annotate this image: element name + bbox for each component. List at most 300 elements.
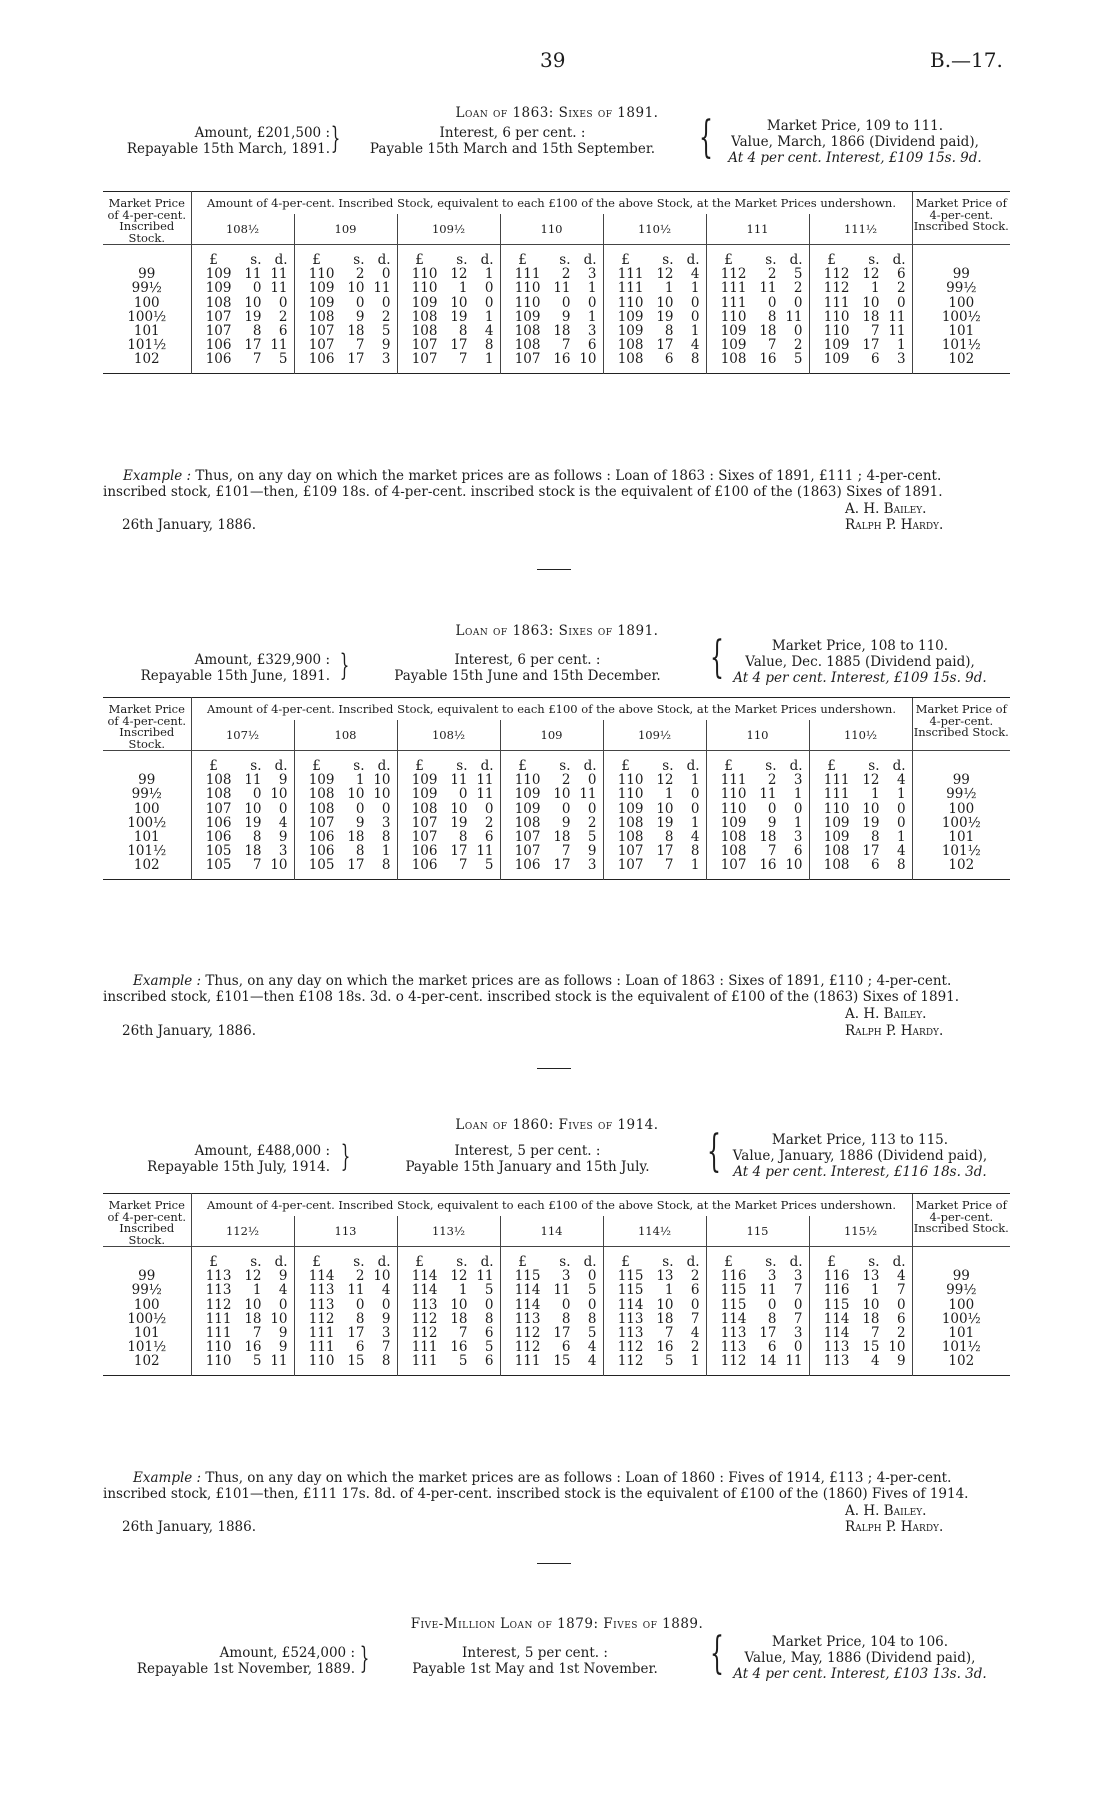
shillings: 18 [759, 322, 777, 339]
pence: 0 [484, 294, 494, 311]
lsd-value [810, 352, 912, 366]
pence: 0 [587, 1296, 597, 1313]
pence: 8 [587, 1310, 597, 1327]
pounds: 109 [308, 280, 335, 297]
interest-text: Interest, 5 per cent. : [462, 1645, 608, 1661]
lsd-value [501, 1283, 603, 1297]
pounds: 105 [308, 857, 335, 874]
lsd-value [398, 338, 500, 352]
pence: 0 [587, 294, 597, 311]
pence: 4 [690, 337, 700, 354]
lsd-header-spacer [913, 759, 1011, 773]
stock-price-column [103, 245, 191, 374]
pounds: 108 [617, 828, 644, 845]
shillings: 0 [252, 786, 262, 803]
lsd-value [192, 281, 294, 295]
shillings: 6 [355, 1339, 365, 1356]
interest-block [380, 1645, 690, 1677]
example-paragraph [103, 1471, 1008, 1502]
pounds: 109 [514, 786, 541, 803]
pence: 3 [793, 1324, 803, 1341]
side-header-left: Market Price of 4-per-cent. Inscribed Stock. [103, 192, 191, 245]
market-block [712, 1132, 1008, 1180]
pounds: 105 [205, 843, 232, 860]
lsd-value [295, 1312, 397, 1326]
lsd-value [295, 773, 397, 787]
pence: 4 [484, 322, 494, 339]
value-column [603, 1247, 706, 1376]
pence: 10 [373, 786, 391, 803]
shillings: 16 [656, 1339, 674, 1356]
pounds: 111 [823, 772, 850, 789]
lsd-value [398, 1326, 500, 1340]
shillings: 1 [870, 280, 880, 297]
shillings: 18 [244, 843, 262, 860]
shillings: 10 [450, 294, 468, 311]
signer-1 [845, 1006, 926, 1022]
pounds: 113 [308, 1282, 335, 1299]
pounds: 114 [823, 1324, 850, 1341]
pence: 1 [690, 772, 700, 789]
shillings: 10 [862, 800, 880, 817]
pence: 0 [690, 308, 700, 325]
lsd-value [501, 830, 603, 844]
lsd-value [295, 844, 397, 858]
lsd-header [707, 1255, 809, 1269]
pounds: 107 [617, 857, 644, 874]
shillings: 17 [450, 843, 468, 860]
lsd-value [707, 324, 809, 338]
lsd-value [604, 324, 706, 338]
shillings: 17 [656, 843, 674, 860]
pence: 3 [381, 814, 391, 831]
shillings: 17 [244, 337, 262, 354]
lsd-header-unit: d. [686, 252, 700, 268]
lsd-header-unit: £ [827, 1254, 836, 1270]
shillings: 16 [450, 1339, 468, 1356]
lsd-header-unit: d. [480, 1254, 494, 1270]
shillings: 17 [347, 857, 365, 874]
pounds: 106 [308, 828, 335, 845]
lsd-value [398, 281, 500, 295]
payable-text: Payable 15th March and 15th September. [369, 141, 656, 157]
stock-price-value: 99 [952, 772, 970, 789]
pounds: 110 [823, 800, 850, 817]
lsd-header-unit: £ [209, 758, 218, 774]
lsd-value [501, 787, 603, 801]
pence: 6 [484, 1324, 494, 1341]
lsd-value [295, 816, 397, 830]
pence: 5 [587, 1282, 597, 1299]
pence: 0 [381, 1296, 391, 1313]
pence: 11 [270, 266, 288, 283]
lsd-value [707, 1298, 809, 1312]
shillings: 18 [450, 1310, 468, 1327]
shillings: 9 [561, 814, 571, 831]
stock-price-value: 100 [948, 1296, 975, 1313]
lsd-value [501, 1312, 603, 1326]
shillings: 11 [244, 266, 262, 283]
pence: 0 [793, 294, 803, 311]
shillings: 3 [767, 1268, 777, 1285]
pounds: 111 [411, 1353, 438, 1370]
shillings: 8 [767, 308, 777, 325]
lsd-header [810, 253, 912, 267]
pence: 2 [278, 308, 288, 325]
pounds: 108 [617, 337, 644, 354]
shillings: 7 [767, 843, 777, 860]
pounds: 110 [720, 800, 747, 817]
shillings: 17 [347, 351, 365, 368]
pence: 9 [278, 1339, 288, 1356]
stock-price-column [103, 751, 191, 880]
shillings: 19 [656, 814, 674, 831]
pounds: 110 [308, 1353, 335, 1370]
lsd-header-unit: d. [686, 758, 700, 774]
shillings: 10 [656, 294, 674, 311]
lsd-header-unit: £ [518, 1254, 527, 1270]
interest-block [365, 1143, 690, 1175]
lsd-value [398, 1298, 500, 1312]
lsd-header-unit: s. [250, 758, 262, 774]
pence: 0 [587, 800, 597, 817]
market-block [715, 638, 1005, 686]
pence: 1 [896, 828, 906, 845]
shillings: 7 [458, 351, 468, 368]
pounds: 109 [514, 800, 541, 817]
lsd-value [604, 830, 706, 844]
lsd-header [192, 1255, 294, 1269]
shillings: 5 [458, 1353, 468, 1370]
lsd-value [604, 267, 706, 281]
shillings: 9 [561, 308, 571, 325]
pence: 0 [793, 1339, 803, 1356]
pounds: 108 [411, 308, 438, 325]
lsd-header-unit: d. [274, 758, 288, 774]
pence: 10 [785, 857, 803, 874]
pence: 1 [793, 786, 803, 803]
pounds: 107 [720, 857, 747, 874]
shillings: 7 [561, 843, 571, 860]
price-header: 112½ [191, 1216, 294, 1247]
shillings: 0 [458, 786, 468, 803]
pence: 11 [373, 280, 391, 297]
stock-price-value: 101½ [127, 337, 167, 354]
lsd-value [192, 1312, 294, 1326]
lsd-value [810, 1298, 912, 1312]
shillings: 0 [767, 294, 777, 311]
shillings: 16 [244, 1339, 262, 1356]
pence: 11 [785, 1353, 803, 1370]
shillings: 10 [656, 800, 674, 817]
shillings: 17 [553, 1324, 571, 1341]
price-header: 109 [294, 214, 397, 245]
shillings: 0 [355, 1296, 365, 1313]
section-title: Loan of 1860: Fives of 1914. [455, 1117, 659, 1133]
signer-2-name: Ralph P. Hardy. [845, 1023, 944, 1039]
lsd-value [295, 324, 397, 338]
page-number: 39 [540, 48, 566, 72]
pounds: 106 [308, 843, 335, 860]
shillings: 8 [355, 843, 365, 860]
pence: 0 [690, 800, 700, 817]
pounds: 113 [205, 1268, 232, 1285]
shillings: 6 [561, 1339, 571, 1356]
shillings: 10 [656, 1296, 674, 1313]
lsd-header-unit: £ [621, 758, 630, 774]
lsd-value [192, 1326, 294, 1340]
date-text: 26th January, 1886. [122, 1519, 257, 1535]
pounds: 107 [205, 800, 232, 817]
shillings: 2 [767, 772, 777, 789]
pounds: 108 [720, 843, 747, 860]
stock-price-column [103, 1247, 191, 1376]
lsd-value [398, 296, 500, 310]
pounds: 109 [720, 814, 747, 831]
shillings: 5 [252, 1353, 262, 1370]
lsd-value [501, 1326, 603, 1340]
pence: 9 [896, 1353, 906, 1370]
shillings: 8 [458, 322, 468, 339]
pounds: 109 [411, 772, 438, 789]
pence: 0 [793, 322, 803, 339]
pounds: 110 [617, 294, 644, 311]
interest-text: Interest, 6 per cent. : [439, 125, 586, 141]
lsd-header-unit: d. [892, 252, 906, 268]
shillings: 11 [553, 1282, 571, 1299]
shillings: 2 [767, 266, 777, 283]
pounds: 110 [823, 322, 850, 339]
price-header: 110½ [809, 720, 912, 751]
pence: 11 [270, 337, 288, 354]
stock-price-column [912, 751, 1010, 880]
value-column [500, 1247, 603, 1376]
pence: 0 [278, 1296, 288, 1313]
shillings: 17 [862, 843, 880, 860]
shillings: 8 [252, 322, 262, 339]
pounds: 106 [205, 828, 232, 845]
lsd-header-unit: £ [724, 758, 733, 774]
pence: 0 [896, 814, 906, 831]
lsd-value [707, 1340, 809, 1354]
lsd-value [604, 281, 706, 295]
lsd-header-unit: d. [480, 252, 494, 268]
brace: } [330, 121, 341, 156]
stock-price-value: 101 [948, 828, 975, 845]
pounds: 111 [617, 266, 644, 283]
lsd-header [398, 759, 500, 773]
pounds: 109 [308, 772, 335, 789]
lsd-value [501, 296, 603, 310]
lsd-value [810, 844, 912, 858]
example-text: Thus, on any day on which the market prices are as follows : Loan of 1863 : Sixes of 1891, £111 ; 4-per-cent. inscribed stock, £101—then, £109 18s. of 4-per-cent. inscribed stock is the equivalent of £100 of the (1863) Sixes of 1891. [103, 468, 943, 500]
shillings: 11 [759, 786, 777, 803]
pence: 11 [476, 786, 494, 803]
pence: 0 [484, 1296, 494, 1313]
lsd-value [604, 352, 706, 366]
shillings: 8 [252, 828, 262, 845]
lsd-value [501, 858, 603, 872]
pence: 4 [381, 1282, 391, 1299]
pence: 6 [484, 1353, 494, 1370]
lsd-value [810, 858, 912, 872]
lsd-value [810, 830, 912, 844]
shillings: 9 [767, 814, 777, 831]
amount-text: Amount, £488,000 : [194, 1143, 330, 1159]
stock-price-value: 100 [133, 1296, 160, 1313]
shillings: 0 [355, 800, 365, 817]
value-text: Value, Dec. 1885 (Dividend paid), [745, 654, 975, 670]
lsd-header-unit: s. [868, 252, 880, 268]
shillings: 4 [870, 1353, 880, 1370]
lsd-header-unit: d. [274, 252, 288, 268]
pence: 9 [278, 1324, 288, 1341]
lsd-value [707, 310, 809, 324]
stock-price-value: 100½ [127, 814, 167, 831]
pounds: 112 [308, 1310, 335, 1327]
interest-text: Interest, 5 per cent. : [454, 1143, 601, 1159]
pence: 11 [270, 1353, 288, 1370]
pence: 4 [690, 266, 700, 283]
pence: 8 [690, 351, 700, 368]
pence: 5 [484, 1282, 494, 1299]
stock-price-value: 101 [948, 1324, 975, 1341]
shillings: 3 [561, 1268, 571, 1285]
shillings: 15 [347, 1353, 365, 1370]
lsd-header-unit: d. [377, 1254, 391, 1270]
pounds: 109 [720, 322, 747, 339]
lsd-header-unit: £ [209, 252, 218, 268]
lsd-header-unit: £ [518, 758, 527, 774]
pounds: 111 [514, 1353, 541, 1370]
amount-text: Amount, £201,500 : [194, 125, 330, 141]
stock-price-value: 102 [133, 351, 160, 368]
pence: 6 [896, 266, 906, 283]
example-text: Thus, on any day on which the market prices are as follows : Loan of 1863 : Sixes of 1891, £110 ; 4-per-cent. inscribed stock, £101—then £108 18s. 3d. o 4-per-cent. inscribed stock is the equivalent of £100 of the (1863) Sixes of 1891. [103, 973, 960, 1005]
pence: 6 [690, 1282, 700, 1299]
pounds: 114 [720, 1310, 747, 1327]
stock-price-value: 100½ [127, 308, 167, 325]
pence: 11 [476, 843, 494, 860]
pence: 10 [270, 786, 288, 803]
lsd-value [295, 1340, 397, 1354]
lsd-value [501, 324, 603, 338]
lsd-value [192, 1354, 294, 1368]
shillings: 18 [244, 1310, 262, 1327]
lsd-value [398, 830, 500, 844]
lsd-header [295, 1255, 397, 1269]
pence: 4 [690, 828, 700, 845]
pence: 0 [896, 800, 906, 817]
lsd-value [501, 773, 603, 787]
repayable-text: Repayable 1st November, 1889. [136, 1661, 355, 1677]
shillings: 16 [759, 351, 777, 368]
shillings: 19 [862, 814, 880, 831]
pence: 9 [278, 772, 288, 789]
lsd-value [192, 816, 294, 830]
pounds: 115 [617, 1268, 644, 1285]
lsd-value [295, 802, 397, 816]
pence: 2 [381, 308, 391, 325]
date-text: 26th January, 1886. [122, 517, 257, 533]
pounds: 111 [411, 1339, 438, 1356]
lsd-header [501, 1255, 603, 1269]
lsd-value [810, 1340, 912, 1354]
lsd-header-spacer [913, 253, 1011, 267]
lsd-header [295, 253, 397, 267]
lsd-value [604, 1340, 706, 1354]
shillings: 8 [767, 1310, 777, 1327]
lsd-header-unit: d. [274, 1254, 288, 1270]
lsd-value [707, 1312, 809, 1326]
shillings: 1 [664, 1282, 674, 1299]
pence: 11 [579, 786, 597, 803]
lsd-value [810, 310, 912, 324]
lsd-header [810, 759, 912, 773]
shillings: 10 [450, 1296, 468, 1313]
pence: 9 [278, 828, 288, 845]
shillings: 19 [244, 308, 262, 325]
pence: 11 [476, 1268, 494, 1285]
pounds: 116 [720, 1268, 747, 1285]
stock-price-value: 99½ [131, 786, 162, 803]
lsd-header-unit: s. [765, 1254, 777, 1270]
pence: 4 [587, 1339, 597, 1356]
value-column [500, 751, 603, 880]
lsd-header [604, 759, 706, 773]
signer-2 [845, 517, 943, 533]
pounds: 108 [617, 814, 644, 831]
shillings: 19 [450, 308, 468, 325]
signer-2 [845, 1023, 943, 1039]
shillings: 2 [561, 772, 571, 789]
shillings: 10 [244, 1296, 262, 1313]
lsd-header [810, 1255, 912, 1269]
lsd-value [501, 1340, 603, 1354]
pence: 0 [896, 1296, 906, 1313]
lsd-value [501, 310, 603, 324]
lsd-value [501, 1269, 603, 1283]
shillings: 13 [862, 1268, 880, 1285]
lsd-header-unit: s. [868, 1254, 880, 1270]
pence: 7 [896, 1282, 906, 1299]
brace: } [340, 1139, 351, 1174]
stock-price-value: 99 [138, 772, 156, 789]
lsd-header-unit: £ [621, 252, 630, 268]
lsd-value [192, 1269, 294, 1283]
shillings: 11 [450, 772, 468, 789]
lsd-value [707, 296, 809, 310]
price-header: 114½ [603, 1216, 706, 1247]
shillings: 13 [656, 1268, 674, 1285]
lsd-header-unit: s. [250, 252, 262, 268]
lsd-value [192, 1340, 294, 1354]
pounds: 110 [823, 308, 850, 325]
pounds: 107 [205, 322, 232, 339]
lsd-value [501, 352, 603, 366]
pounds: 113 [823, 1339, 850, 1356]
pence: 3 [896, 351, 906, 368]
lsd-header-unit: d. [789, 252, 803, 268]
pounds: 106 [411, 857, 438, 874]
shillings: 18 [347, 322, 365, 339]
pence: 0 [278, 294, 288, 311]
stock-price-column [912, 245, 1010, 374]
market-block [715, 1634, 1005, 1682]
amount-header: Amount of 4-per-cent. Inscribed Stock, equivalent to each £100 of the above Stock, at the Market Prices undershown. [191, 698, 912, 721]
shillings: 1 [458, 280, 468, 297]
lsd-value [810, 296, 912, 310]
